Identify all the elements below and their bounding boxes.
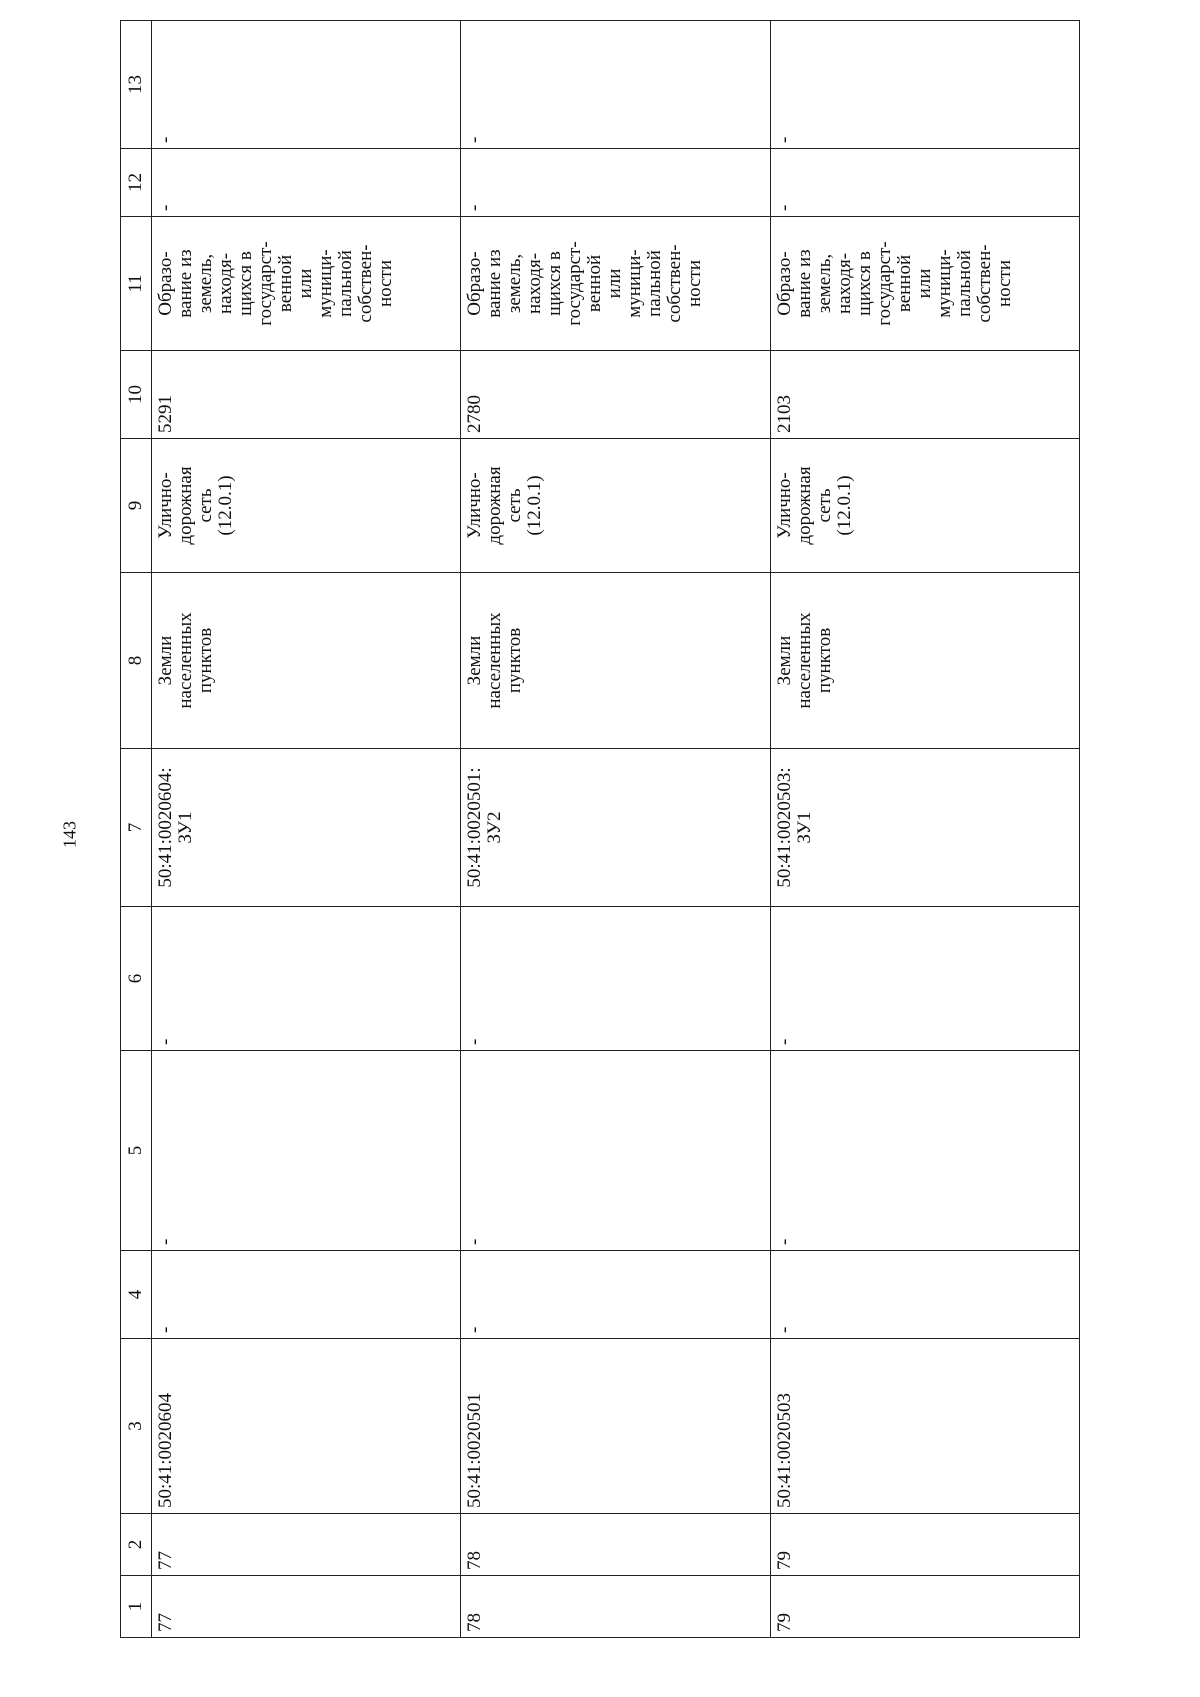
col-header-9: 9 [121, 439, 152, 573]
cell-col-5: - [461, 1051, 770, 1251]
cell-col-11: Образо- вание из земель, находя- щихся в государст- венной или муници- пальной собствен- ности [770, 217, 1079, 351]
page-number: 143 [59, 821, 80, 848]
cell-col-6: - [152, 907, 461, 1051]
cell-col-10: 2780 [461, 351, 770, 439]
cell-col-13: - [461, 21, 770, 149]
col-header-8: 8 [121, 573, 152, 749]
cell-col-12: - [770, 149, 1079, 217]
table-row [461, 21, 770, 1638]
cell-col-11: Образо- вание из земель, находя- щихся в государст- венной или муници- пальной собствен- ности [152, 217, 461, 351]
table-row [770, 21, 1079, 1638]
col-header-5: 5 [121, 1051, 152, 1251]
cell-col-1: 78 [461, 1576, 770, 1638]
cell-col-2: 78 [461, 1514, 770, 1576]
cell-col-7: 50:41:0020604: ЗУ1 [152, 749, 461, 907]
cell-col-3: 50:41:0020501 [461, 1339, 770, 1514]
cell-col-13: - [152, 21, 461, 149]
cell-col-1: 79 [770, 1576, 1079, 1638]
col-header-10: 10 [121, 351, 152, 439]
col-header-13: 13 [121, 21, 152, 149]
cell-col-4: - [152, 1251, 461, 1339]
cell-col-8: Земли населенных пунктов [770, 573, 1079, 749]
col-header-2: 2 [121, 1514, 152, 1576]
col-header-1: 1 [121, 1576, 152, 1638]
cell-col-8: Земли населенных пунктов [461, 573, 770, 749]
cell-col-12: - [152, 149, 461, 217]
cell-col-11: Образо- вание из земель, находя- щихся в государст- венной или муници- пальной собствен- ности [461, 217, 770, 351]
cell-col-12: - [461, 149, 770, 217]
cell-col-8: Земли населенных пунктов [152, 573, 461, 749]
cell-col-9: Улично- дорожная сеть (12.0.1) [152, 439, 461, 573]
cell-col-7: 50:41:0020503: ЗУ1 [770, 749, 1079, 907]
cell-col-3: 50:41:0020604 [152, 1339, 461, 1514]
header-row [121, 21, 152, 1638]
cell-col-4: - [770, 1251, 1079, 1339]
cell-col-3: 50:41:0020503 [770, 1339, 1079, 1514]
table-row [152, 21, 461, 1638]
cell-col-5: - [770, 1051, 1079, 1251]
cell-col-7: 50:41:0020501: ЗУ2 [461, 749, 770, 907]
cell-col-10: 5291 [152, 351, 461, 439]
cell-col-5: - [152, 1051, 461, 1251]
cell-col-13: - [770, 21, 1079, 149]
cell-col-9: Улично- дорожная сеть (12.0.1) [461, 439, 770, 573]
cell-col-6: - [461, 907, 770, 1051]
cell-col-2: 79 [770, 1514, 1079, 1576]
cell-col-1: 77 [152, 1576, 461, 1638]
cell-col-4: - [461, 1251, 770, 1339]
cell-col-10: 2103 [770, 351, 1079, 439]
col-header-7: 7 [121, 749, 152, 907]
col-header-3: 3 [121, 1339, 152, 1514]
rotated-table-wrapper [120, 58, 1080, 1638]
col-header-4: 4 [121, 1251, 152, 1339]
table-body [152, 21, 1080, 1638]
col-header-6: 6 [121, 907, 152, 1051]
cell-col-6: - [770, 907, 1079, 1051]
col-header-11: 11 [121, 217, 152, 351]
cell-col-9: Улично- дорожная сеть (12.0.1) [770, 439, 1079, 573]
col-header-12: 12 [121, 149, 152, 217]
cell-col-2: 77 [152, 1514, 461, 1576]
land-plots-table [120, 20, 1080, 1638]
